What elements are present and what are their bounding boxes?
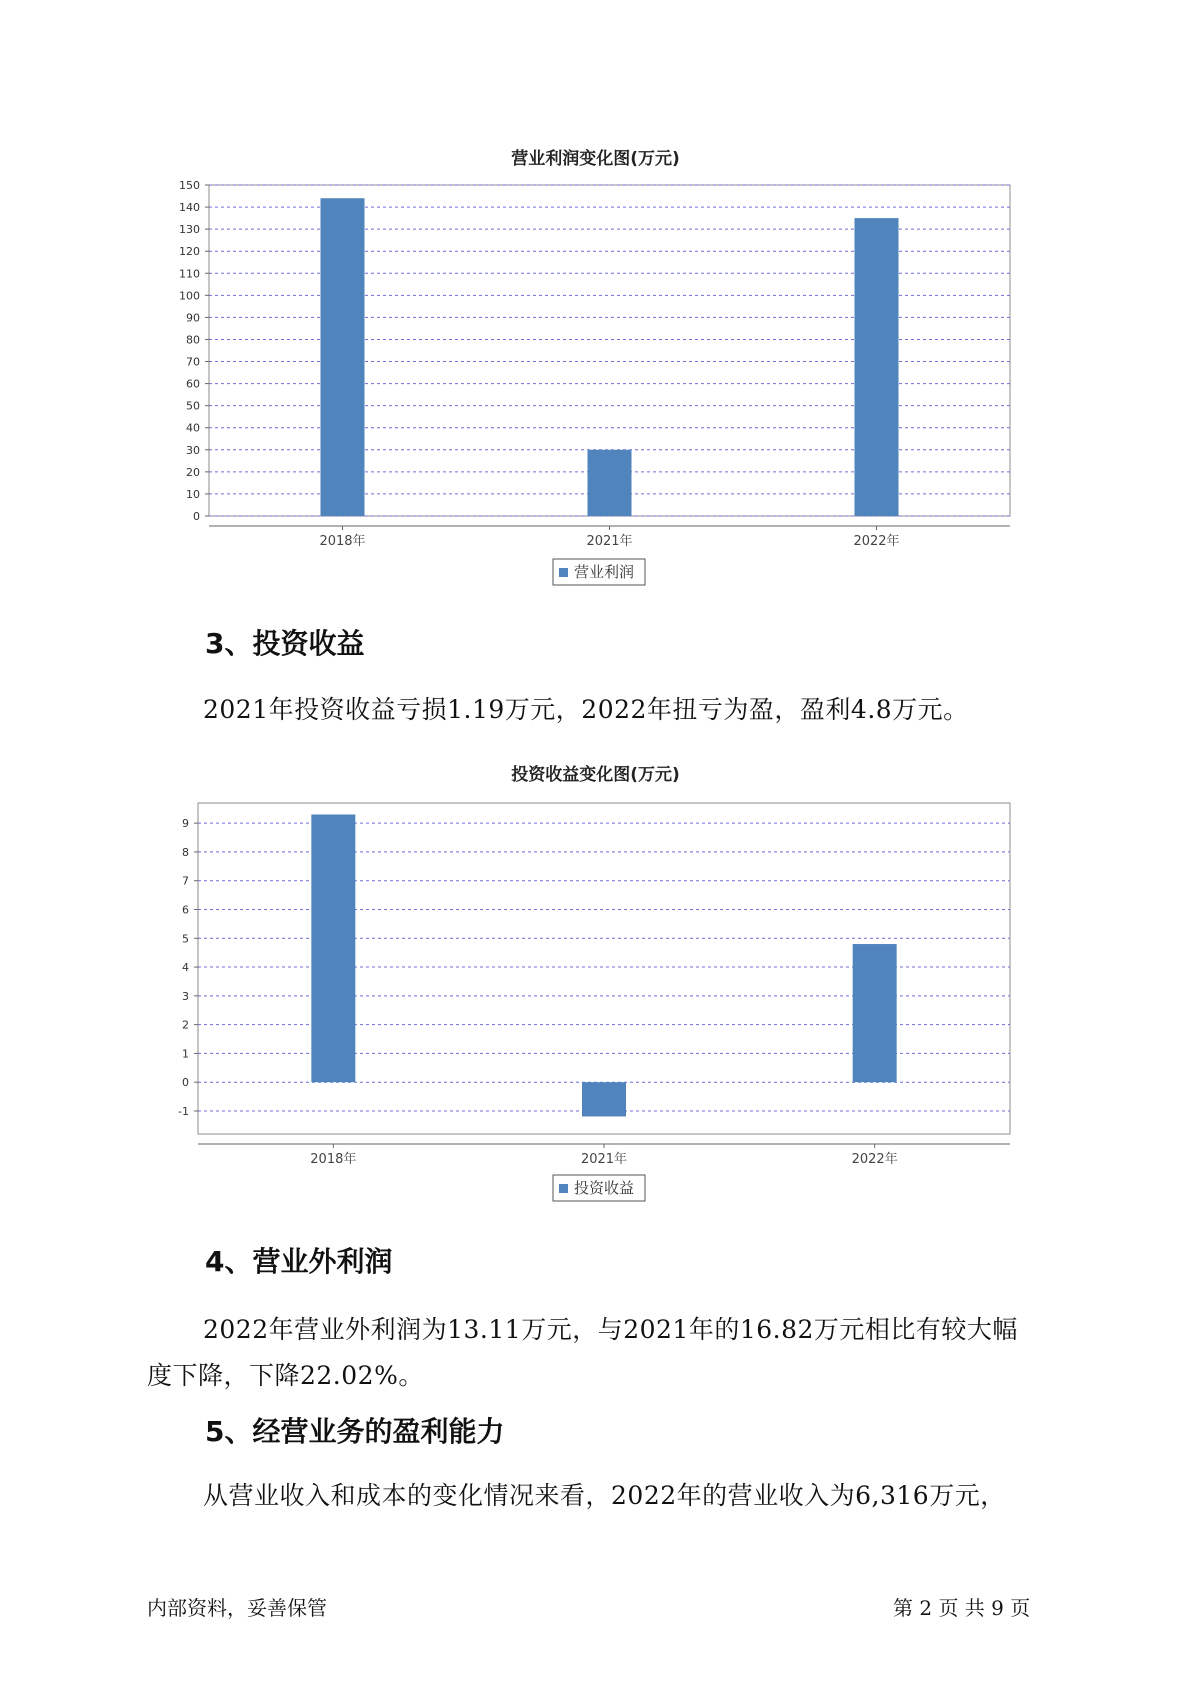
y-tick-label: 110 xyxy=(179,267,200,281)
y-tick-label: 2 xyxy=(182,1018,189,1032)
bar-2018年 xyxy=(311,815,355,1083)
bar-2018年 xyxy=(321,198,365,516)
y-tick-label: 6 xyxy=(182,903,189,917)
y-tick-label: 40 xyxy=(186,421,200,435)
x-tick-label: 2021年 xyxy=(586,534,633,549)
x-tick-label: 2018年 xyxy=(319,534,366,549)
y-tick-label: 7 xyxy=(182,874,189,888)
y-tick-label: 0 xyxy=(193,510,200,523)
legend-swatch xyxy=(559,568,568,577)
bar-2022年 xyxy=(855,218,899,516)
y-tick-label: 80 xyxy=(186,333,200,347)
y-tick-label: 9 xyxy=(182,817,189,831)
x-tick-label: 2022年 xyxy=(853,534,900,549)
legend-swatch xyxy=(559,1184,568,1193)
section-5-paragraph: 从营业收入和成本的变化情况来看，2022年的营业收入为6,316万元， xyxy=(203,1481,1006,1510)
y-tick-label: 30 xyxy=(186,443,200,457)
bar-2021年 xyxy=(582,1082,626,1116)
bar-2022年 xyxy=(853,944,897,1082)
y-tick-label: 60 xyxy=(186,377,200,391)
section-3-paragraph: 2021年投资收益亏损1.19万元，2022年扭亏为盈，盈利4.8万元。 xyxy=(203,695,969,724)
y-tick-label: 70 xyxy=(186,355,200,369)
footer-page-number: 第 2 页 共 9 页 xyxy=(893,1596,1031,1620)
y-tick-label: 0 xyxy=(182,1076,189,1090)
y-tick-label: 5 xyxy=(182,932,189,946)
y-tick-label: 100 xyxy=(179,289,200,303)
section-4-heading: 4、营业外利润 xyxy=(205,1245,393,1278)
section-5-heading: 5、经营业务的盈利能力 xyxy=(205,1415,505,1448)
x-tick-label: 2022年 xyxy=(851,1152,898,1167)
y-tick-label: 50 xyxy=(186,399,200,413)
y-tick-label: -1 xyxy=(178,1104,189,1118)
section-4-paragraph-line-1: 2022年营业外利润为13.11万元，与2021年的16.82万元相比有较大幅 xyxy=(203,1315,1018,1344)
y-tick-label: 10 xyxy=(186,487,200,501)
y-tick-label: 90 xyxy=(186,311,200,325)
y-tick-label: 140 xyxy=(179,201,200,215)
chart-title-operating-profit: 营业利润变化图(万元) xyxy=(511,149,680,169)
x-tick-label: 2018年 xyxy=(310,1152,357,1167)
y-tick-label: 130 xyxy=(179,223,200,237)
bar-2021年 xyxy=(588,450,632,516)
y-tick-label: 4 xyxy=(182,961,189,975)
section-4-paragraph-line-2: 度下降，下降22.02%。 xyxy=(147,1361,424,1390)
investment-income-chart xyxy=(0,760,1191,1197)
y-tick-label: 150 xyxy=(179,179,200,192)
y-tick-label: 1 xyxy=(182,1047,189,1061)
legend-label: 投资收益 xyxy=(574,1179,635,1197)
legend-label: 营业利润 xyxy=(574,563,635,581)
footer-confidential-note: 内部资料，妥善保管 xyxy=(147,1596,327,1620)
y-tick-label: 120 xyxy=(179,245,200,259)
y-tick-label: 8 xyxy=(182,845,189,859)
y-tick-label: 3 xyxy=(182,989,189,1003)
x-tick-label: 2021年 xyxy=(580,1152,628,1167)
operating-profit-chart xyxy=(0,140,1191,581)
section-3-heading: 3、投资收益 xyxy=(205,627,365,660)
y-tick-label: 20 xyxy=(186,465,200,479)
chart-title-investment-income: 投资收益变化图(万元) xyxy=(511,765,680,785)
